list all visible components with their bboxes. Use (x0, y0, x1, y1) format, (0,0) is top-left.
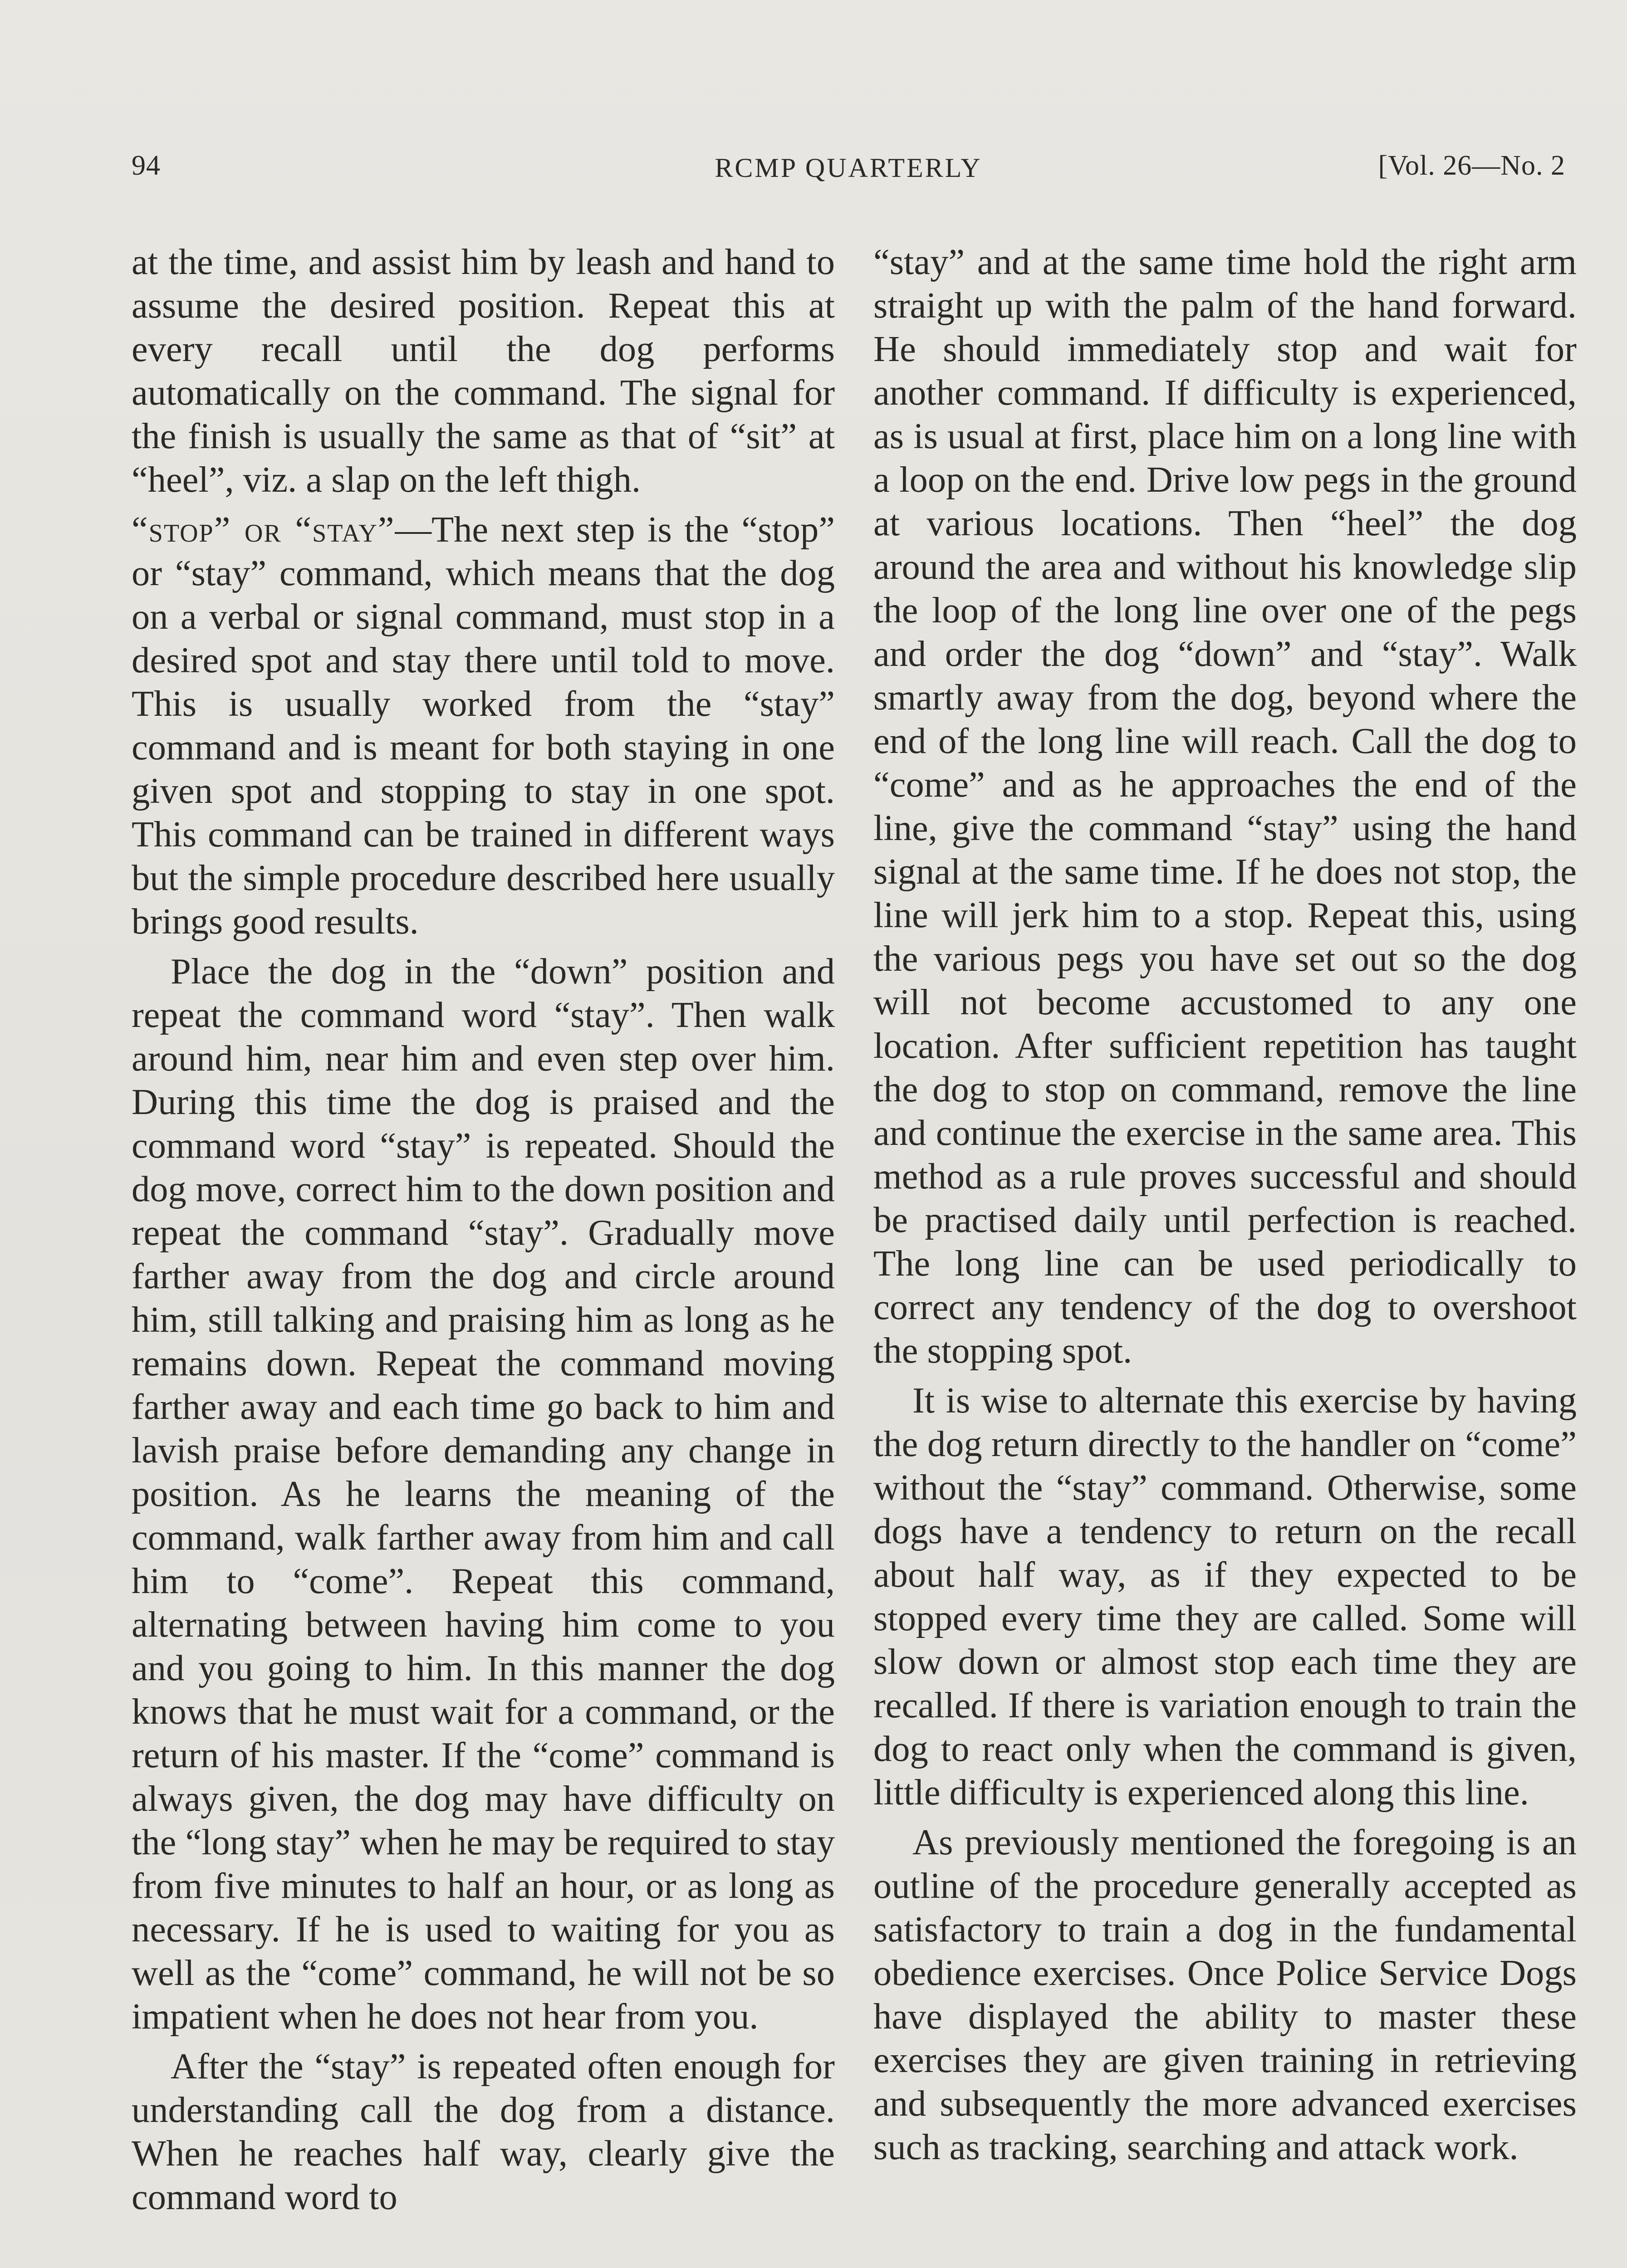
paragraph: It is wise to alternate this exercise by having the dog return directly to the handler on “come” without the “stay” command. Otherwise, some dogs have a tendency to return on the recall about half way, as if they expected to be stopped every time they are called. Some will slow down or almost stop each time they are recalled. If there is variation enough to train the dog to react only when the command is given, little difficulty is experienced along this line. (873, 1380, 1577, 1813)
paragraph: After the “stay” is repeated often enough for understanding call the dog from a distance. When he reaches half way, clearly give the command word to (132, 2046, 835, 2217)
paragraph: As previously mentioned the foregoing is an outline of the procedure generally accepted as satisfactory to train a dog in the fundamental obedience exercises. Once Police Service Dogs have displayed the ability to master these exercises they are given training in retrieving and subsequently the more advanced exercises such as tracking, searching and attack work. (873, 1822, 1577, 2167)
paragraph: at the time, and assist him by leash and hand to assume the desired position. Repeat this at every recall until the dog performs automatically on the command. The signal for the finish is usually the same as that of “sit” at “heel”, viz. a slap on the left thigh. (132, 242, 835, 500)
section-heading: “stop” or “stay” (132, 509, 395, 550)
page-number: 94 (132, 150, 161, 181)
left-column (132, 240, 835, 2225)
volume-issue: [Vol. 26—No. 2 (1378, 150, 1565, 181)
paragraph: Place the dog in the “down” position and repeat the command word “stay”. Then walk around him, near him and even step over him. During this time the dog is praised and the command word “stay” is repeated. Should the dog move, correct him to the down position and repeat the command “stay”. Gradually move farther away from the dog and circle around him, still talking and praising him as long as he remains down. Repeat the command moving farther away and each time go back to him and lavish praise before demanding any change in position. As he learns the meaning of the command, walk farther away from him and call him to “come”. Repeat this command, alternating between having him come to you and you going to him. In this manner the dog knows that he must wait for a command, or the return of his master. If the “come” command is always given, the dog may have difficulty on the “long stay” when he may be required to stay from five minutes to half an hour, or as long as necessary. If he is used to waiting for you as well as the “come” command, he will not be so impatient when he does not hear from you. (132, 951, 835, 2037)
running-header (132, 150, 1565, 191)
paragraph-stop-stay (132, 508, 835, 943)
journal-title: RCMP QUARTERLY (715, 153, 982, 183)
paragraph-body: —The next step is the “stop” or “stay” command, which means that the dog on a verbal or signal command, must stop in a desired spot and stay there until told to move. This is usually worked from the “stay” command and is meant for both staying in one given spot and stopping to stay in one spot. This command can be trained in different ways but the simple procedure described here usually brings good results. (132, 509, 835, 942)
right-column (873, 240, 1577, 2175)
paragraph: “stay” and at the same time hold the right arm straight up with the palm of the hand forward. He should immediately stop and wait for another command. If difficulty is experienced, as is usual at first, place him on a long line with a loop on the end. Drive low pegs in the ground at various locations. Then “heel” the dog around the area and without his knowledge slip the loop of the long line over one of the pegs and order the dog “down” and “stay”. Walk smartly away from the dog, beyond where the end of the long line will reach. Call the dog to “come” and as he approaches the end of the line, give the command “stay” using the hand signal at the same time. If he does not stop, the line will jerk him to a stop. Repeat this, using the various pegs you have set out so the dog will not become accustomed to any one location. After sufficient repetition has taught the dog to stop on command, remove the line and continue the exercise in the same area. This method as a rule proves successful and should be practised daily until perfection is reached. The long line can be used periodically to correct any tendency of the dog to overshoot the stopping spot. (873, 242, 1577, 1371)
